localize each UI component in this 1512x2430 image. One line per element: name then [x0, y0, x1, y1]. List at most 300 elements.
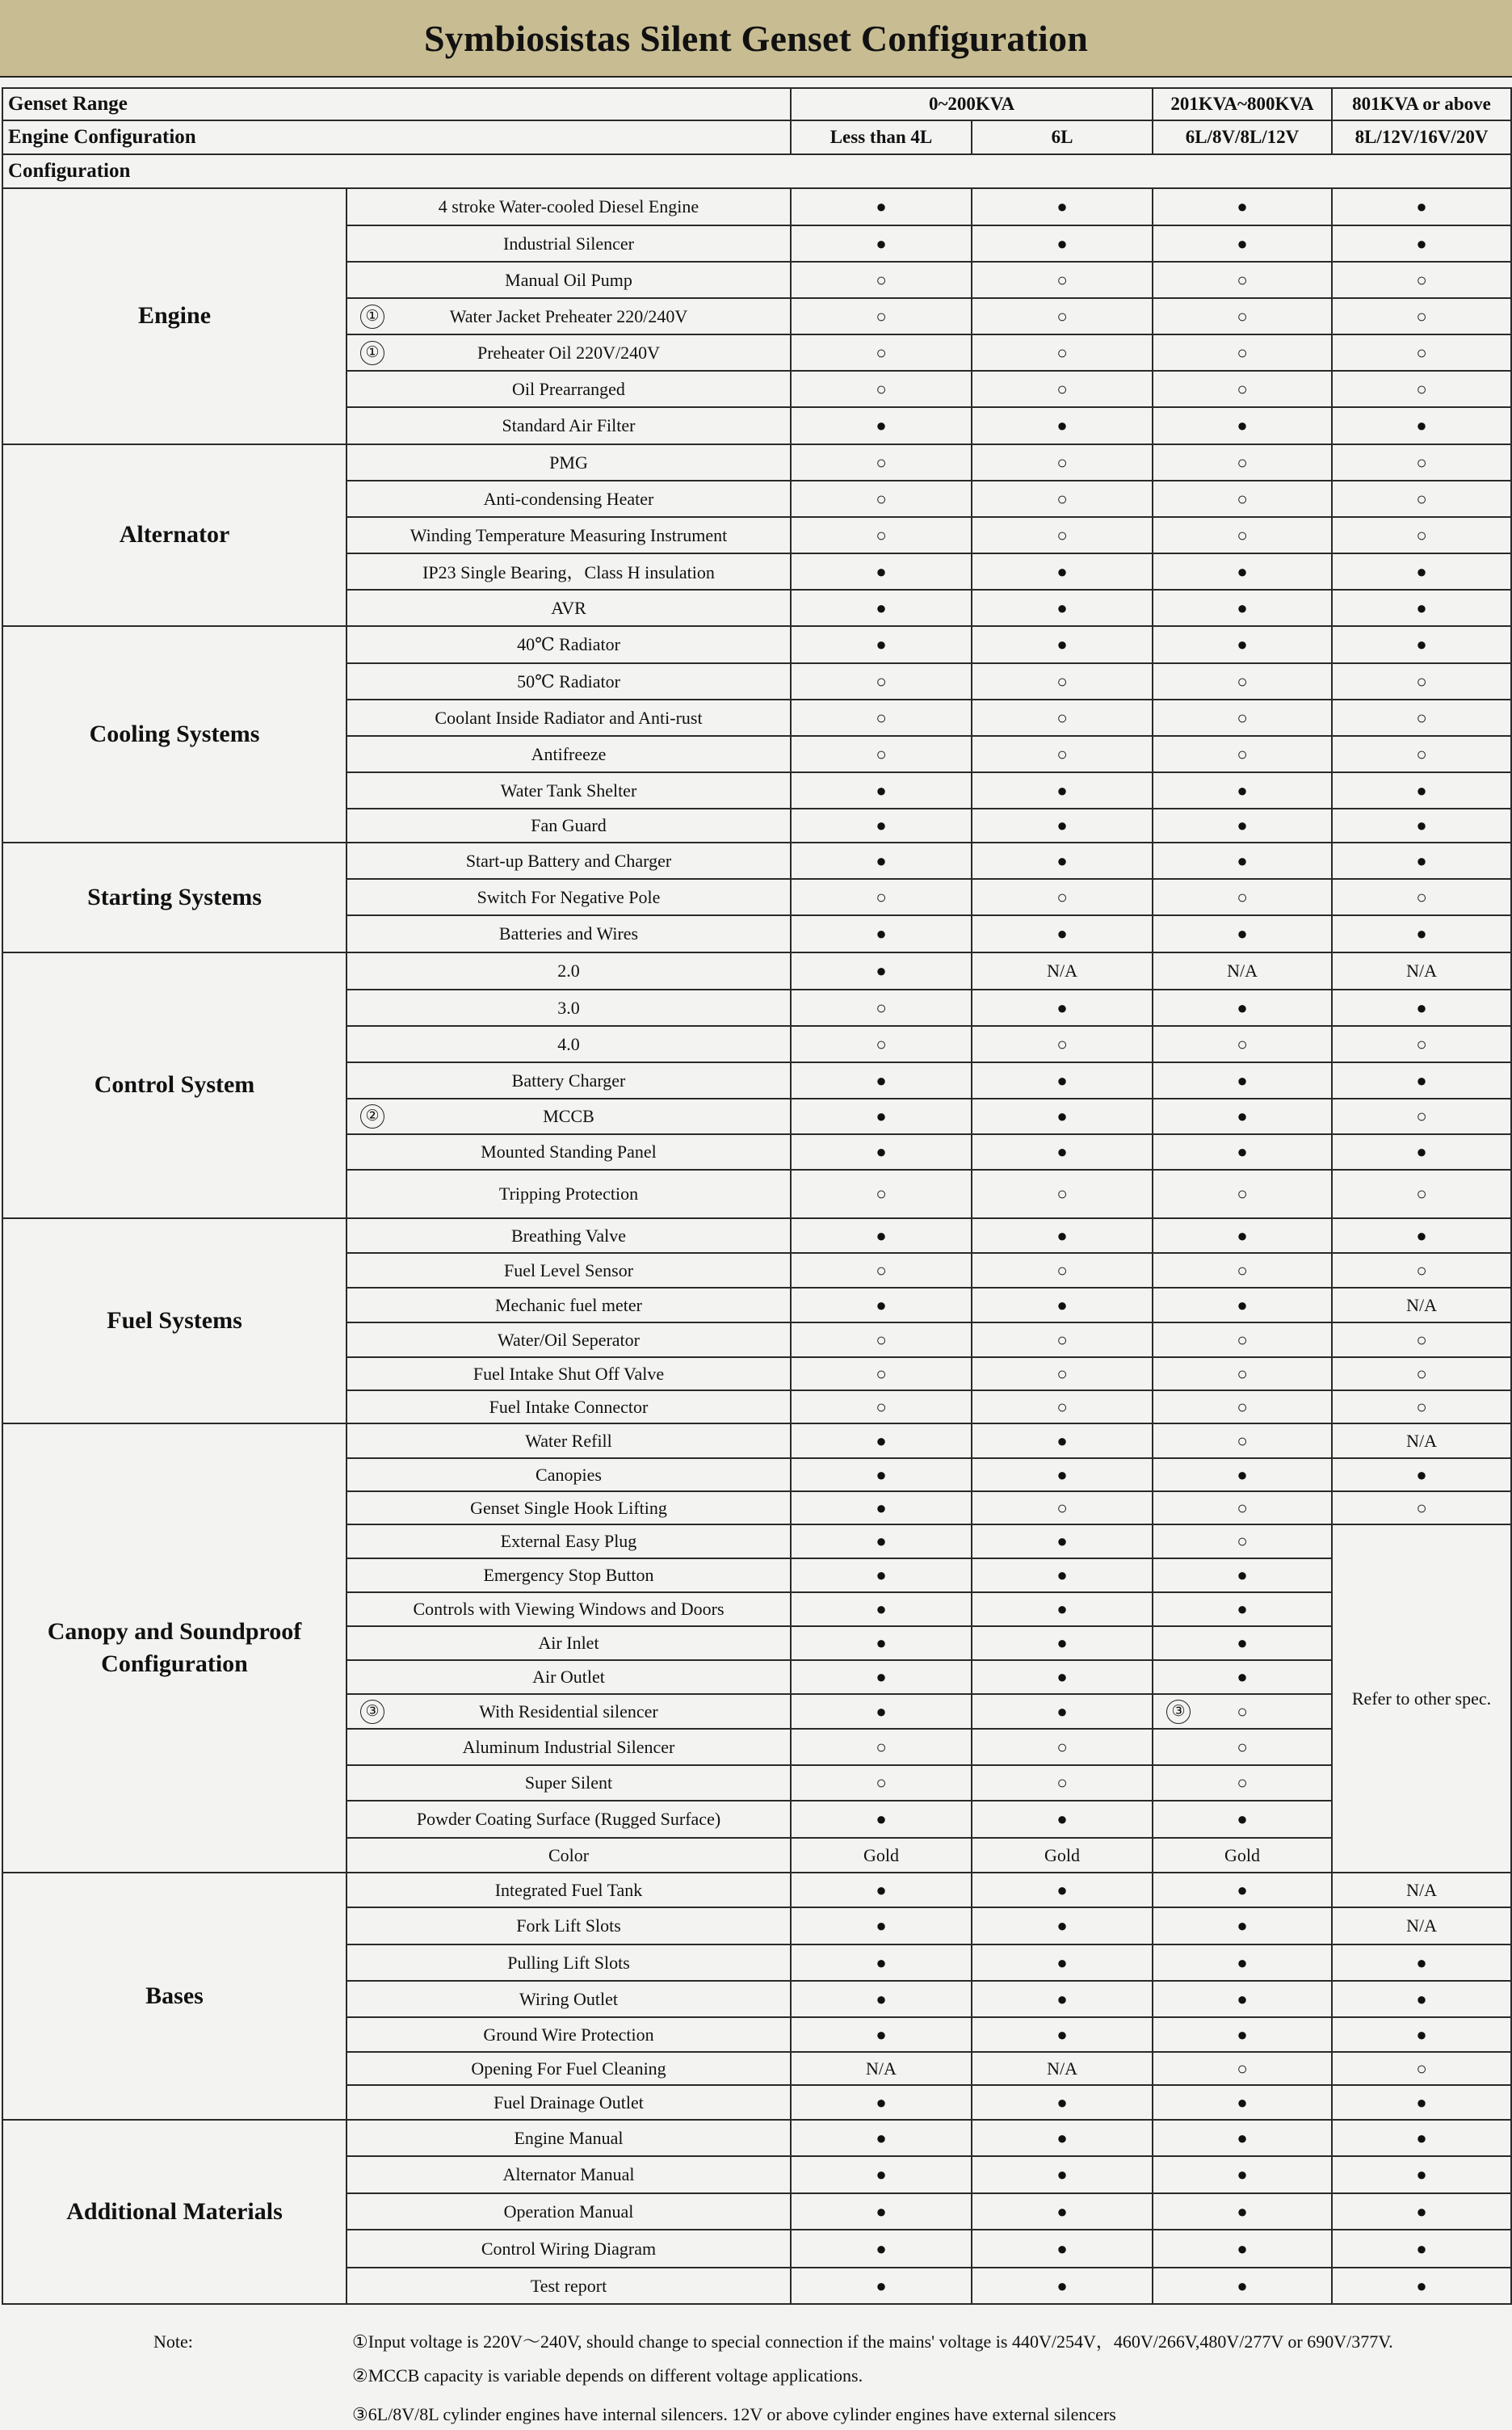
item-label: Wiring Outlet: [519, 1988, 618, 2009]
value-cell: [1153, 1491, 1332, 1524]
value-text: ○: [1237, 1736, 1248, 1757]
value-text: ●: [876, 1225, 887, 1246]
value-text: ●: [1056, 415, 1068, 435]
item-genset-single-hook-lifting: [346, 1491, 791, 1524]
value-cell: [972, 2230, 1153, 2268]
value-text: Gold: [1044, 1844, 1080, 1865]
value-text: ○: [1056, 1329, 1068, 1350]
value-text: ○: [1416, 2058, 1427, 2079]
value-text: ●: [1416, 2092, 1427, 2113]
item-label: Start-up Battery and Charger: [465, 850, 672, 871]
value-cell: [972, 1944, 1153, 1981]
value-cell: [1332, 517, 1511, 553]
value-cell: [1153, 736, 1332, 772]
value-cell: [972, 2156, 1153, 2193]
item-control-wiring-diagram: [346, 2230, 791, 2268]
value-cell: [972, 517, 1153, 553]
value-text: ●: [1237, 850, 1248, 871]
item-water-refill: [346, 1423, 791, 1458]
item-label: Tripping Protection: [498, 1183, 639, 1204]
value-cell: [1332, 1170, 1511, 1218]
value-text: N/A: [1406, 961, 1437, 981]
item-start-up-battery-and-charger: [346, 843, 791, 879]
item-label: AVR: [551, 597, 586, 618]
value-cell: [1332, 262, 1511, 298]
value-text: ●: [1237, 2201, 1248, 2222]
value-text: ○: [1416, 1033, 1427, 1054]
value-cell: [972, 952, 1153, 990]
value-text: ○: [876, 743, 887, 764]
category-alternator: Alternator: [2, 444, 346, 626]
value-cell: [972, 843, 1153, 879]
value-cell: [1153, 1218, 1332, 1253]
item-anti-condensing-heater: [346, 481, 791, 517]
value-cell: [1153, 2120, 1332, 2156]
footnote-marker: ①: [360, 305, 384, 329]
value-text: ●: [1237, 233, 1248, 254]
item-battery-charger: [346, 1062, 791, 1099]
value-text: ○: [1237, 1701, 1248, 1722]
item-emergency-stop-button: [346, 1558, 791, 1592]
value-text: Gold: [1224, 1844, 1261, 1865]
value-text: ●: [1237, 997, 1248, 1018]
item-label: Opening For Fuel Cleaning: [471, 2058, 666, 2079]
value-cell: [1153, 1558, 1332, 1592]
value-text: ○: [1237, 886, 1248, 907]
value-cell: [972, 298, 1153, 334]
value-text: ●: [876, 1988, 887, 2009]
note-line-2: ②MCCB capacity is variable depends on different voltage applications.: [352, 2365, 863, 2386]
value-cell: [1153, 298, 1332, 334]
value-text: ●: [876, 1633, 887, 1653]
item-controls-with-viewing-windows-and-doors: [346, 1592, 791, 1626]
item-label: Preheater Oil 220V/240V: [477, 342, 661, 363]
value-cell: [1332, 1288, 1511, 1322]
value-cell: [972, 1062, 1153, 1099]
value-text: ●: [876, 233, 887, 254]
value-text: ●: [1237, 2275, 1248, 2296]
value-text: ●: [1056, 997, 1068, 1018]
value-text: N/A: [1406, 1915, 1437, 1936]
item-air-inlet: [346, 1626, 791, 1660]
value-cell: [1153, 1873, 1332, 1907]
value-text: ●: [1416, 1070, 1427, 1091]
value-text: ○: [1056, 452, 1068, 473]
item-label: Ground Wire Protection: [483, 2024, 654, 2045]
value-cell: [791, 1838, 972, 1873]
item-coolant-inside-radiator-and-anti-rust: [346, 700, 791, 736]
item-label: Water Tank Shelter: [500, 780, 637, 801]
value-text: N/A: [1047, 961, 1077, 981]
value-cell: [791, 481, 972, 517]
value-cell: [1153, 626, 1332, 663]
item-label: Pulling Lift Slots: [507, 1952, 630, 1973]
item-label: External Easy Plug: [500, 1531, 637, 1551]
item-fuel-intake-shut-off-valve: [346, 1357, 791, 1390]
value-text: ○: [1416, 524, 1427, 545]
value-cell: [1332, 1026, 1511, 1062]
value-cell: [791, 2085, 972, 2120]
category-starting-systems: Starting Systems: [2, 843, 346, 952]
value-text: ○: [876, 1259, 887, 1280]
value-text: ○: [1237, 1430, 1248, 1451]
value-cell: [791, 1390, 972, 1423]
value-cell: [972, 1626, 1153, 1660]
value-cell: [972, 1765, 1153, 1801]
item-water-jacket-preheater-220-240v: [346, 298, 791, 334]
header-row-configuration: [2, 154, 1511, 188]
value-cell: [791, 2052, 972, 2085]
value-cell: [1153, 1838, 1332, 1873]
item-pmg: [346, 444, 791, 481]
engine-config-6l: 6L: [972, 120, 1153, 154]
value-text: ●: [1416, 1141, 1427, 1162]
item-label: Operation Manual: [503, 2201, 634, 2222]
item-label: Industrial Silencer: [503, 233, 634, 254]
value-text: ●: [1416, 233, 1427, 254]
value-cell: [791, 334, 972, 371]
value-cell: [1332, 990, 1511, 1026]
value-cell: [972, 1491, 1153, 1524]
item-water-tank-shelter: [346, 772, 791, 809]
value-cell: [1153, 952, 1332, 990]
value-cell: [972, 1134, 1153, 1170]
value-text: ○: [1056, 342, 1068, 363]
value-text: ○: [1237, 269, 1248, 290]
refer-other-spec: Refer to other spec.: [1332, 1524, 1511, 1873]
value-cell: [1153, 2268, 1332, 2304]
value-text: ●: [876, 1952, 887, 1973]
item-antifreeze: [346, 736, 791, 772]
value-text: ○: [1056, 269, 1068, 290]
value-text: N/A: [1227, 961, 1258, 981]
value-text: ○: [876, 997, 887, 1018]
value-cell: [791, 1288, 972, 1322]
value-cell: [1332, 663, 1511, 700]
value-text: ○: [1056, 378, 1068, 399]
value-cell: [791, 1491, 972, 1524]
value-cell: [791, 1592, 972, 1626]
value-cell: [1332, 1981, 1511, 2017]
value-text: ○: [876, 1363, 887, 1384]
value-text: ●: [1237, 1565, 1248, 1585]
item-operation-manual: [346, 2193, 791, 2230]
value-text: ○: [1237, 1183, 1248, 1204]
value-text: ●: [1056, 1952, 1068, 1973]
value-text: ●: [1416, 2127, 1427, 2148]
value-text: ●: [1237, 1106, 1248, 1126]
category-fuel-systems: Fuel Systems: [2, 1218, 346, 1423]
value-text: ●: [1237, 1070, 1248, 1091]
item-label: Standard Air Filter: [502, 415, 636, 435]
value-text: ●: [1237, 196, 1248, 217]
value-text: ●: [1056, 2238, 1068, 2259]
value-cell: [1332, 952, 1511, 990]
value-cell: [791, 1558, 972, 1592]
item-powder-coating-surface-rugged-surface: [346, 1801, 791, 1838]
table-row: [2, 626, 1511, 663]
value-text: ●: [1056, 1294, 1068, 1315]
value-text: ●: [1056, 1988, 1068, 2009]
value-text: ●: [1056, 1106, 1068, 1126]
value-cell: [1153, 990, 1332, 1026]
value-text: ●: [876, 1106, 887, 1126]
value-cell: [1332, 2052, 1511, 2085]
value-text: ●: [1237, 923, 1248, 944]
page-title: Symbiosistas Silent Genset Configuration: [423, 17, 1089, 59]
value-cell: [791, 1134, 972, 1170]
value-text: ●: [876, 1915, 887, 1936]
item-canopies: [346, 1458, 791, 1491]
value-text: ○: [876, 342, 887, 363]
value-text: ○: [876, 1329, 887, 1350]
category-engine: Engine: [2, 188, 346, 444]
item-standard-air-filter: [346, 407, 791, 444]
value-cell: [972, 2268, 1153, 2304]
value-cell: [1153, 1322, 1332, 1357]
value-cell: [791, 1660, 972, 1694]
value-text: ○: [1416, 1363, 1427, 1384]
item-mechanic-fuel-meter: [346, 1288, 791, 1322]
item-label: Air Outlet: [532, 1667, 605, 1687]
value-cell: [791, 1765, 972, 1801]
value-text: ●: [1237, 1599, 1248, 1619]
value-text: ●: [1416, 923, 1427, 944]
value-cell: [791, 1253, 972, 1288]
value-cell: [1153, 1458, 1332, 1491]
value-cell: [1153, 843, 1332, 879]
value-text: ●: [1237, 561, 1248, 582]
value-cell: [1332, 772, 1511, 809]
engine-configuration-label: Engine Configuration: [2, 120, 791, 154]
value-text: ○: [1056, 886, 1068, 907]
value-text: ●: [1237, 1633, 1248, 1653]
value-text: ●: [1237, 1225, 1248, 1246]
item-label: Powder Coating Surface (Rugged Surface): [416, 1809, 721, 1829]
value-text: ●: [1056, 2275, 1068, 2296]
value-text: ●: [876, 1141, 887, 1162]
value-text: ●: [876, 1701, 887, 1722]
value-text: ●: [1056, 1430, 1068, 1451]
value-cell: [1332, 188, 1511, 225]
value-cell: [1153, 1944, 1332, 1981]
value-text: ○: [1416, 707, 1427, 728]
value-cell: [1153, 444, 1332, 481]
value-cell: [1332, 1253, 1511, 1288]
value-text: ●: [876, 780, 887, 801]
value-cell: [791, 590, 972, 626]
item-batteries-and-wires: [346, 915, 791, 952]
value-cell: [791, 990, 972, 1026]
value-cell: [1153, 1357, 1332, 1390]
value-cell: [1332, 915, 1511, 952]
value-text: ○: [876, 488, 887, 509]
item-label: 4 stroke Water-cooled Diesel Engine: [438, 196, 699, 217]
value-cell: [1332, 1458, 1511, 1491]
item-engine-manual: [346, 2120, 791, 2156]
value-text: ○: [1416, 378, 1427, 399]
value-text: ●: [1416, 2024, 1427, 2045]
value-text: ●: [1416, 415, 1427, 435]
value-cell: [1153, 2085, 1332, 2120]
item-label: Fuel Intake Connector: [489, 1396, 649, 1417]
item-label: Switch For Negative Pole: [477, 886, 661, 907]
value-cell: [1153, 517, 1332, 553]
value-text: ○: [1416, 671, 1427, 692]
value-cell: [1332, 1357, 1511, 1390]
value-cell: [1153, 371, 1332, 407]
item-40-radiator: [346, 626, 791, 663]
value-text: ○: [1416, 269, 1427, 290]
value-cell: [972, 1981, 1153, 2017]
item-alternator-manual: [346, 2156, 791, 2193]
value-cell: [791, 879, 972, 915]
value-cell: [791, 2230, 972, 2268]
footnote-marker: ③: [360, 1700, 384, 1724]
note-line-1: ①Input voltage is 220V～240V, should change to special connection if the mains' voltage is 440V/254V，460V/266V,480V/277V or 690V/377V.: [352, 2331, 1393, 2352]
value-text: ○: [876, 1396, 887, 1417]
value-cell: [1153, 188, 1332, 225]
value-cell: [972, 481, 1153, 517]
value-cell: [1153, 1524, 1332, 1558]
header-row-engine-configuration: [2, 120, 1511, 154]
item-label: Mechanic fuel meter: [494, 1294, 642, 1315]
value-text: ●: [1237, 2024, 1248, 2045]
value-text: ○: [876, 707, 887, 728]
value-text: ●: [876, 1667, 887, 1687]
configuration-label: Configuration: [2, 154, 1511, 188]
engine-config-less-than-4l: Less than 4L: [791, 120, 972, 154]
value-cell: [1332, 2230, 1511, 2268]
value-cell: [972, 1801, 1153, 1838]
value-cell: [972, 772, 1153, 809]
value-text: ●: [876, 1430, 887, 1451]
table-row: [2, 444, 1511, 481]
value-cell: [791, 1357, 972, 1390]
item-opening-for-fuel-cleaning: [346, 2052, 791, 2085]
value-cell: [972, 1524, 1153, 1558]
value-text: ●: [876, 1599, 887, 1619]
value-cell: [1332, 736, 1511, 772]
header-row-genset-range: [2, 88, 1511, 120]
value-cell: [972, 626, 1153, 663]
value-cell: [1153, 1907, 1332, 1944]
value-cell: [1153, 553, 1332, 590]
value-text: ○: [1056, 743, 1068, 764]
value-cell: [791, 553, 972, 590]
value-text: ●: [1237, 1988, 1248, 2009]
value-text: ●: [1237, 1915, 1248, 1936]
item-fuel-drainage-outlet: [346, 2085, 791, 2120]
value-cell: [972, 1729, 1153, 1765]
item-preheater-oil-220v-240v: [346, 334, 791, 371]
value-text: ●: [1237, 634, 1248, 654]
item-label: With Residential silencer: [479, 1701, 658, 1722]
item-fork-lift-slots: [346, 1907, 791, 1944]
value-text: ○: [1237, 671, 1248, 692]
value-cell: [1153, 1099, 1332, 1134]
value-text: ●: [1237, 2164, 1248, 2184]
value-text: ○: [1056, 1363, 1068, 1384]
value-text: ●: [1056, 1225, 1068, 1246]
item-with-residential-silencer: [346, 1694, 791, 1729]
item-label: Control Wiring Diagram: [481, 2238, 657, 2259]
item-air-outlet: [346, 1660, 791, 1694]
value-text: ○: [1416, 1106, 1427, 1126]
value-text: ●: [1237, 1141, 1248, 1162]
value-text: ●: [876, 961, 887, 981]
value-text: ●: [876, 561, 887, 582]
value-text: N/A: [866, 2058, 897, 2079]
value-text: ●: [1056, 196, 1068, 217]
value-cell: [791, 1458, 972, 1491]
item-tripping-protection: [346, 1170, 791, 1218]
notes-label: Note:: [153, 2331, 193, 2352]
value-text: ●: [876, 1809, 887, 1829]
value-text: ●: [1056, 1667, 1068, 1687]
value-text: ●: [1056, 1565, 1068, 1585]
value-cell: [1153, 1592, 1332, 1626]
item-label: Batteries and Wires: [498, 923, 639, 944]
item-manual-oil-pump: [346, 262, 791, 298]
value-cell: [1153, 225, 1332, 262]
value-text: ○: [1237, 1497, 1248, 1518]
value-text: ○: [1056, 1033, 1068, 1054]
value-cell: [1153, 879, 1332, 915]
item-label: PMG: [549, 452, 588, 473]
value-text: ●: [1416, 780, 1427, 801]
value-cell: [791, 1873, 972, 1907]
value-text: ●: [876, 2238, 887, 2259]
item-label: 2.0: [557, 961, 580, 981]
value-cell: [972, 990, 1153, 1026]
value-text: ●: [1416, 2238, 1427, 2259]
table-row: [2, 1873, 1511, 1907]
table-row: [2, 1218, 1511, 1253]
value-cell: [1153, 1694, 1332, 1729]
value-text: ●: [876, 1464, 887, 1485]
value-text: ●: [1056, 850, 1068, 871]
value-cell: [1153, 915, 1332, 952]
value-text: ●: [1056, 923, 1068, 944]
value-cell: [1332, 1099, 1511, 1134]
value-cell: [1153, 262, 1332, 298]
value-text: ○: [1237, 488, 1248, 509]
value-cell: [1153, 2017, 1332, 2052]
item-water-oil-seperator: [346, 1322, 791, 1357]
item-test-report: [346, 2268, 791, 2304]
value-text: ●: [1416, 2201, 1427, 2222]
item-fuel-level-sensor: [346, 1253, 791, 1288]
value-text: ○: [1056, 1259, 1068, 1280]
value-cell: [791, 1626, 972, 1660]
value-cell: [1153, 1253, 1332, 1288]
value-text: ●: [1416, 1988, 1427, 2009]
value-cell: [1332, 1322, 1511, 1357]
item-label: Fork Lift Slots: [516, 1915, 621, 1936]
item-label: Fuel Level Sensor: [503, 1259, 634, 1280]
value-text: ○: [1416, 488, 1427, 509]
value-text: ●: [1056, 1879, 1068, 1900]
value-text: ●: [876, 597, 887, 618]
value-text: ●: [876, 1879, 887, 1900]
value-text: ○: [1416, 886, 1427, 907]
value-cell: [1153, 1729, 1332, 1765]
value-cell: [791, 1729, 972, 1765]
range-0-200kva: 0~200KVA: [791, 88, 1153, 120]
value-cell: [791, 407, 972, 444]
value-text: ○: [1237, 1259, 1248, 1280]
